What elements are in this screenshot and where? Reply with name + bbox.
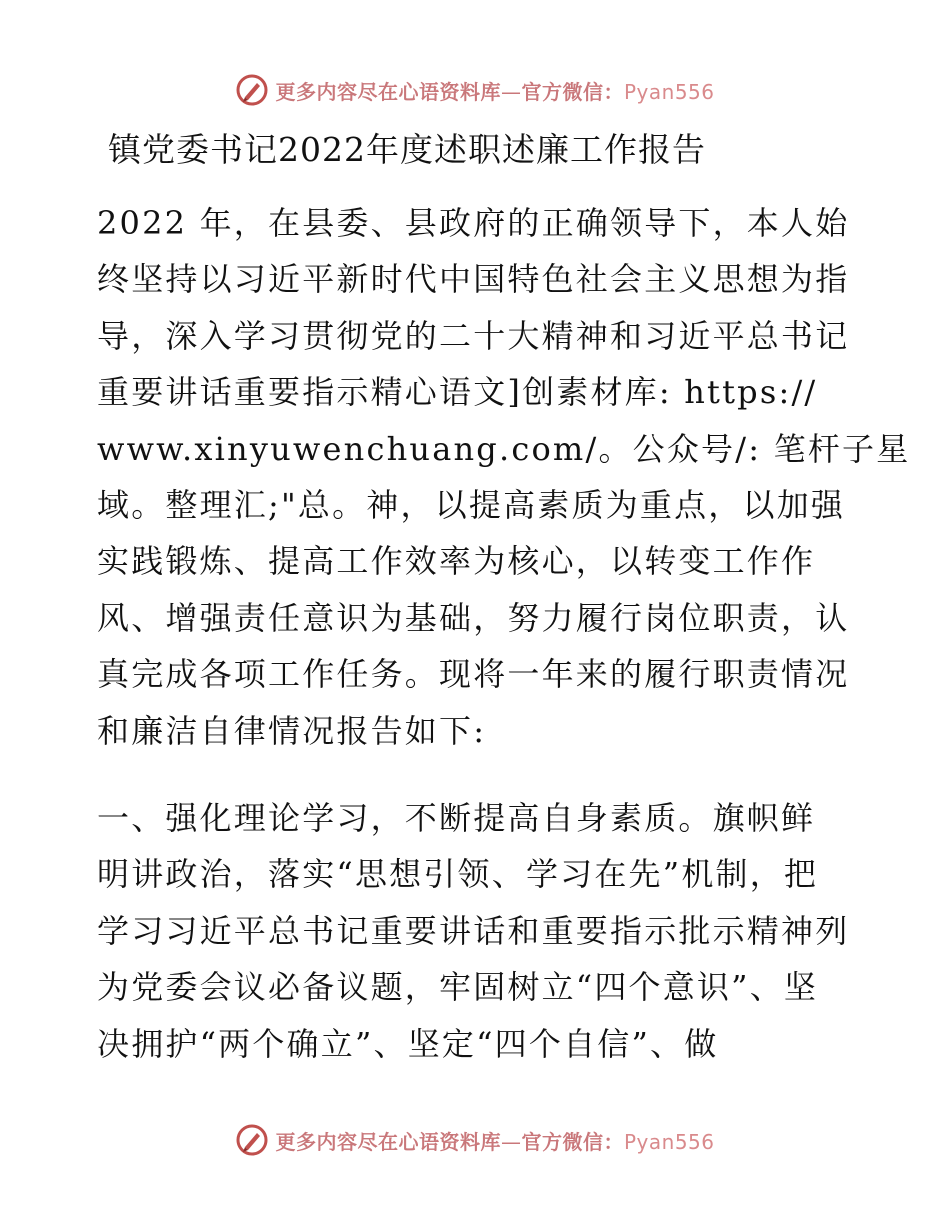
paragraph-line: 决拥护“两个确立”、坚定“四个自信”、做	[97, 1024, 719, 1063]
header-banner-text	[275, 76, 714, 105]
paragraph-line: 真完成各项工作任务。现将一年来的履行职责情况	[97, 655, 850, 694]
header-banner-wechat-id: Pyan556	[623, 79, 715, 104]
pen-logo-icon	[235, 73, 269, 107]
paragraph-line: 2022 年，在县委、县政府的正确领导下，本人始	[97, 204, 850, 242]
paragraph-line: 一、强化理论学习，不断提高自身素质。旗帜鲜	[97, 799, 816, 837]
paragraph-line: 为党委会议必备议题，牢固树立“四个意识”、坚	[97, 968, 819, 1007]
document-title: 镇党委书记2022年度述职述廉工作报告	[108, 130, 706, 169]
paragraph-line: 明讲政治，落实“思想引领、学习在先”机制，把	[97, 855, 819, 894]
paragraph-line: 终坚持以习近平新时代中国特色社会主义思想为指	[97, 260, 850, 299]
paragraph-intro	[97, 195, 911, 759]
header-banner-wechat-label: 官方微信：	[521, 79, 624, 104]
paragraph-line: www.xinyuwenchuang.com/。公众号/: 笔杆子星	[97, 429, 911, 468]
footer-banner-wechat-id: Pyan556	[623, 1129, 715, 1154]
paragraph-line: 重要讲话重要指示精心语文]创素材库: https://	[97, 373, 818, 412]
footer-banner-main: 更多内容尽在心语资料库	[275, 1129, 501, 1154]
footer-banner-dash: —	[500, 1129, 522, 1154]
footer-banner	[0, 1120, 950, 1160]
header-banner	[0, 70, 950, 110]
paragraph-line: 风、增强责任意识为基础，努力履行岗位职责，认	[97, 598, 850, 637]
paragraph-line: 域。整理汇;"总。神，以提高素质为重点，以加强	[97, 485, 846, 524]
paragraph-section-one	[97, 790, 857, 1072]
header-banner-dash: —	[500, 79, 522, 104]
paragraph-line: 和廉洁自律情况报告如下:	[97, 711, 487, 750]
paragraph-line: 学习习近平总书记重要讲话和重要指示批示精神列	[97, 911, 850, 950]
header-banner-main: 更多内容尽在心语资料库	[275, 79, 501, 104]
footer-banner-wechat-label: 官方微信：	[521, 1129, 624, 1154]
footer-banner-text	[275, 1126, 714, 1155]
paragraph-line: 实践锻炼、提高工作效率为核心，以转变工作作	[97, 542, 816, 581]
paragraph-line: 导，深入学习贯彻党的二十大精神和习近平总书记	[97, 316, 850, 355]
pen-logo-icon	[235, 1123, 269, 1157]
